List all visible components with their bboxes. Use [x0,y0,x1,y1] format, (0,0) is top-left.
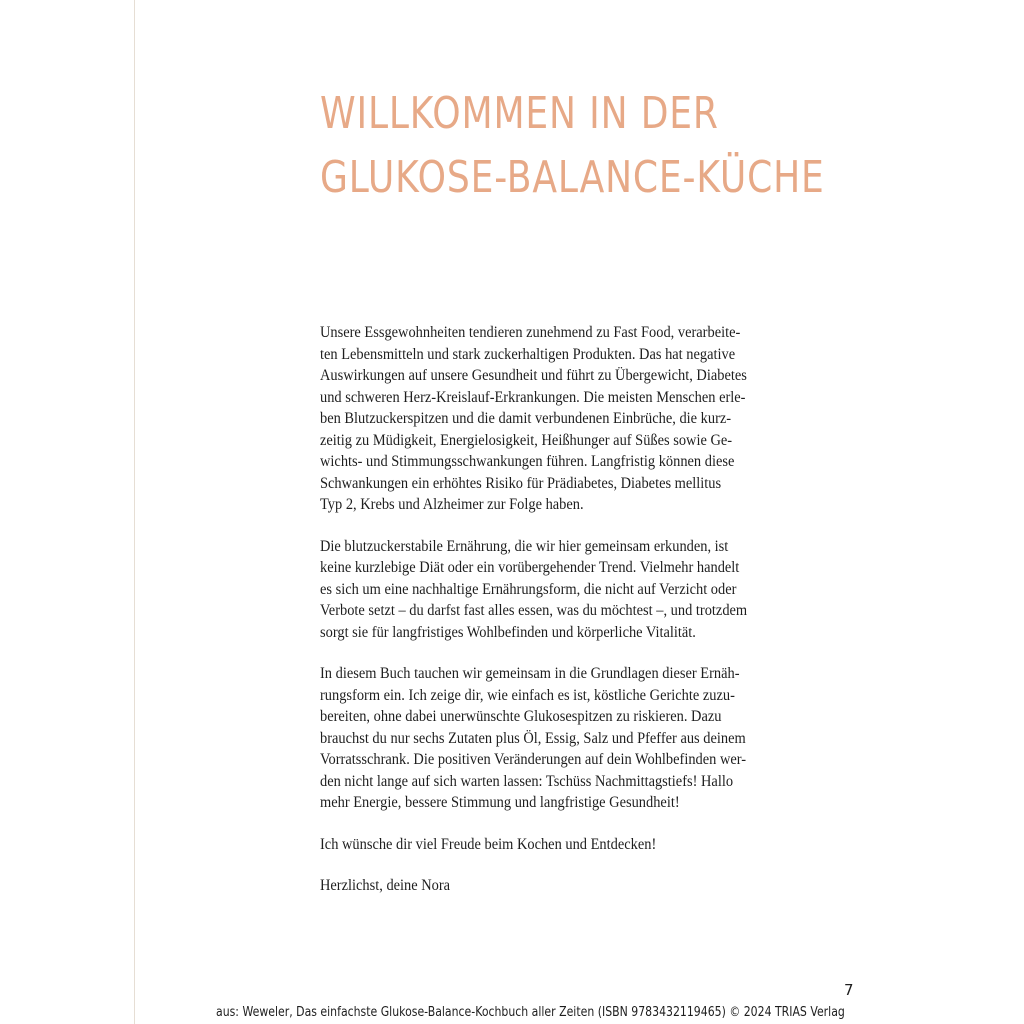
text-line: bereiten, ohne dabei unerwünschte Glukosespitzen zu riskieren. Dazu [320,708,722,725]
text-line: mehr Energie, bessere Stimmung und langfristige Gesundheit! [320,794,680,811]
text-line: brauchst du nur sechs Zutaten plus Öl, Essig, Salz und Pfeffer aus deinem [320,729,746,747]
text-line: Vorratsschrank. Die positiven Veränderungen auf dein Wohlbefinden wer- [320,751,747,768]
text-line: Herzlichst, deine Nora [320,877,451,894]
page-number: 7 [844,981,854,999]
text-line: Ich wünsche dir viel Freude beim Kochen und Entdecken! [320,835,657,853]
title-line-1: WILLKOMMEN IN DER [320,88,719,139]
text-line: Schwankungen ein erhöhtes Risiko für Prädiabetes, Diabetes mellitus [320,474,722,492]
paragraph-2 [320,536,840,644]
title-line-2: GLUKOSE-BALANCE-KÜCHE [320,152,825,203]
text-line: und schweren Herz-Kreislauf-Erkrankungen. Die meisten Menschen erle- [320,388,746,406]
text-line: es sich um eine nachhaltige Ernährungsform, die nicht auf Verzicht oder [320,580,737,598]
text-line: Typ 2, Krebs und Alzheimer zur Folge haben. [320,496,584,513]
text-line: rungsform ein. Ich zeige dir, wie einfach es ist, köstliche Gerichte zuzu- [320,686,735,704]
text-line: ten Lebensmitteln und stark zuckerhaltigen Produkten. Das hat negative [320,345,736,363]
paragraph-1 [320,322,840,516]
text-line: Auswirkungen auf unsere Gesundheit und führt zu Übergewicht, Diabetes [320,367,747,384]
text-line: ben Blutzuckerspitzen und die damit verbundenen Einbrüche, die kurz- [320,410,732,427]
text-line: sorgt sie für langfristiges Wohlbefinden und körperliche Vitalität. [320,623,696,641]
paragraph-4 [320,834,840,856]
text-line: Verbote setzt – du darfst fast alles essen, was du möchtest –, und trotzdem [320,602,748,619]
paragraph-3 [320,663,840,814]
text-line: keine kurzlebige Diät oder ein vorübergehender Trend. Vielmehr handelt [320,559,740,576]
text-line: Die blutzuckerstabile Ernährung, die wir hier gemeinsam erkunden, ist [320,537,729,555]
text-line: Unsere Essgewohnheiten tendieren zunehmend zu Fast Food, verarbeite- [320,324,741,341]
page-title [320,82,878,210]
signature-paragraph [320,875,840,897]
page-edge-line [134,0,135,1024]
text-line: den nicht lange auf sich warten lassen: Tschüss Nachmittagstiefs! Hallo [320,772,734,790]
source-credit-line: aus: Weweler, Das einfachste Glukose-Balance-Kochbuch aller Zeiten (ISBN 9783432119465) © 2024 TRIAS Verlag [216,1005,845,1020]
text-line: zeitig zu Müdigkeit, Energielosigkeit, Heißhunger auf Süßes sowie Ge- [320,431,733,449]
body-text [320,322,840,917]
text-line: In diesem Buch tauchen wir gemeinsam in die Grundlagen dieser Ernäh- [320,665,740,682]
text-line: wichts- und Stimmungsschwankungen führen. Langfristig können diese [320,453,735,470]
